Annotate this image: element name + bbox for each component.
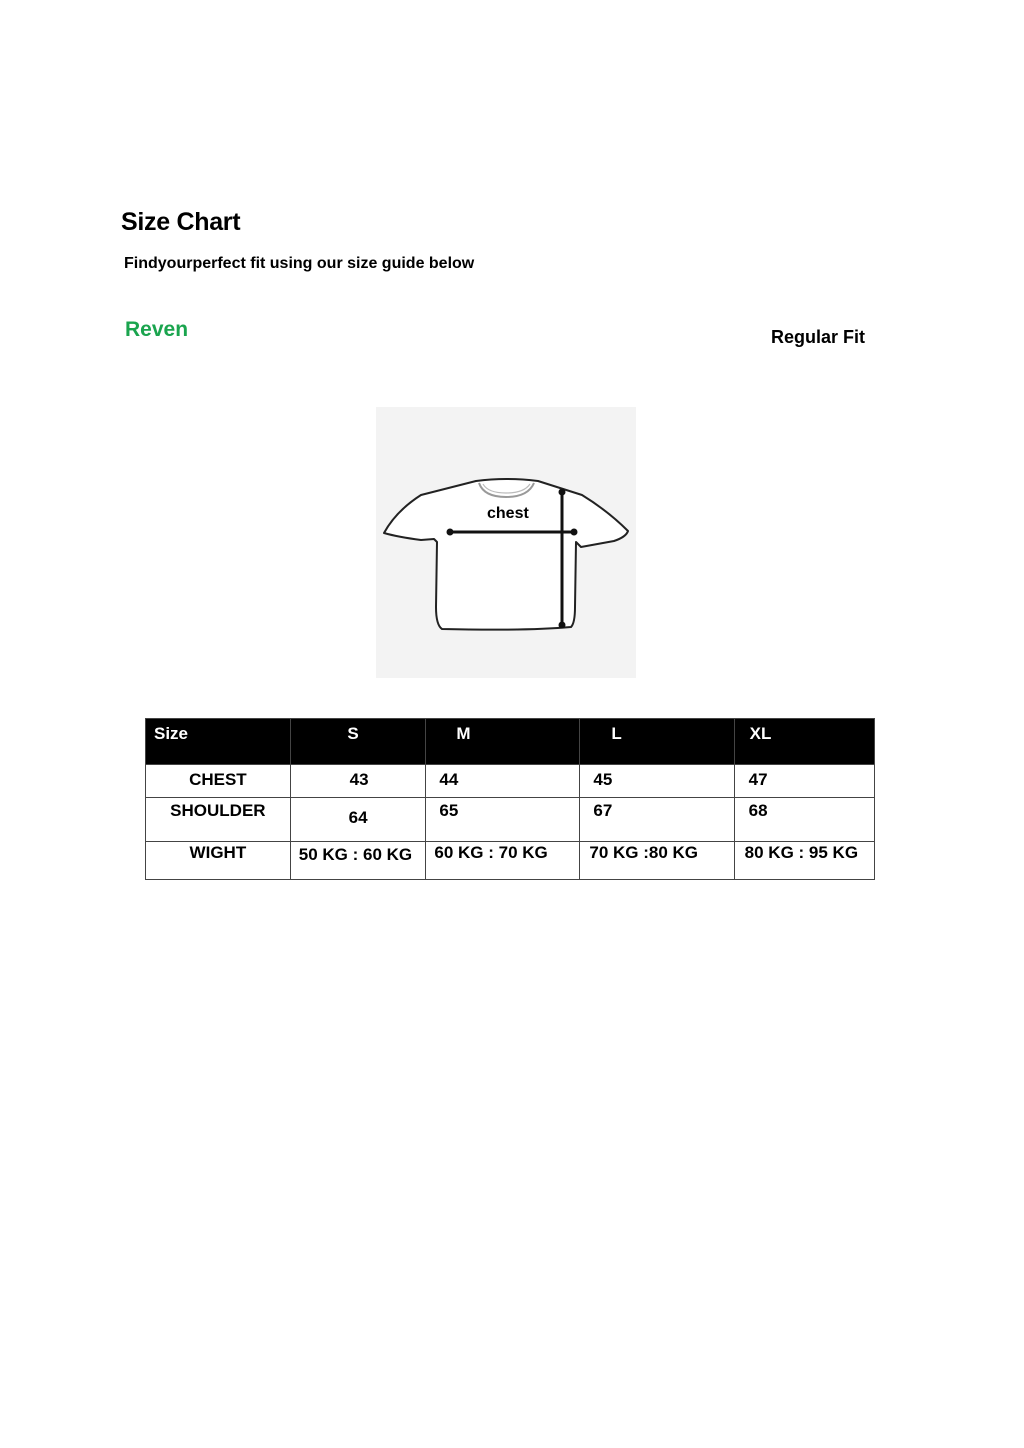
chest-label: chest xyxy=(487,505,529,522)
column-header: Size xyxy=(146,719,291,765)
page-subtitle: Findyourperfect fit using our size guide below xyxy=(124,255,475,272)
column-header: M xyxy=(426,719,580,765)
row-label: SHOULDER xyxy=(146,798,291,842)
page-title: Size Chart xyxy=(121,208,241,236)
table-cell: 64 xyxy=(290,798,426,842)
table-cell: 80 KG : 95 KG xyxy=(734,842,874,880)
column-header: S xyxy=(290,719,426,765)
table-cell: 47 xyxy=(734,765,874,798)
table-cell: 68 xyxy=(734,798,874,842)
table-cell: 50 KG : 60 KG xyxy=(290,842,426,880)
table-row xyxy=(146,842,875,880)
column-header: L xyxy=(580,719,734,765)
table-row xyxy=(146,798,875,842)
table-cell: 65 xyxy=(426,798,580,842)
column-header: XL xyxy=(734,719,874,765)
tshirt-measurement-diagram xyxy=(376,407,636,678)
table-cell: 45 xyxy=(580,765,734,798)
table-cell: 44 xyxy=(426,765,580,798)
fit-type: Regular Fit xyxy=(771,327,866,347)
table-cell: 67 xyxy=(580,798,734,842)
row-label: WIGHT xyxy=(146,842,291,880)
table-cell: 70 KG :80 KG xyxy=(580,842,734,880)
table-header-row xyxy=(146,719,875,765)
table-cell: 43 xyxy=(290,765,426,798)
size-table xyxy=(145,718,875,880)
table-row xyxy=(146,765,875,798)
table-cell: 60 KG : 70 KG xyxy=(426,842,580,880)
brand-name: Reven xyxy=(125,318,189,341)
row-label: CHEST xyxy=(146,765,291,798)
tshirt-icon xyxy=(376,407,636,678)
